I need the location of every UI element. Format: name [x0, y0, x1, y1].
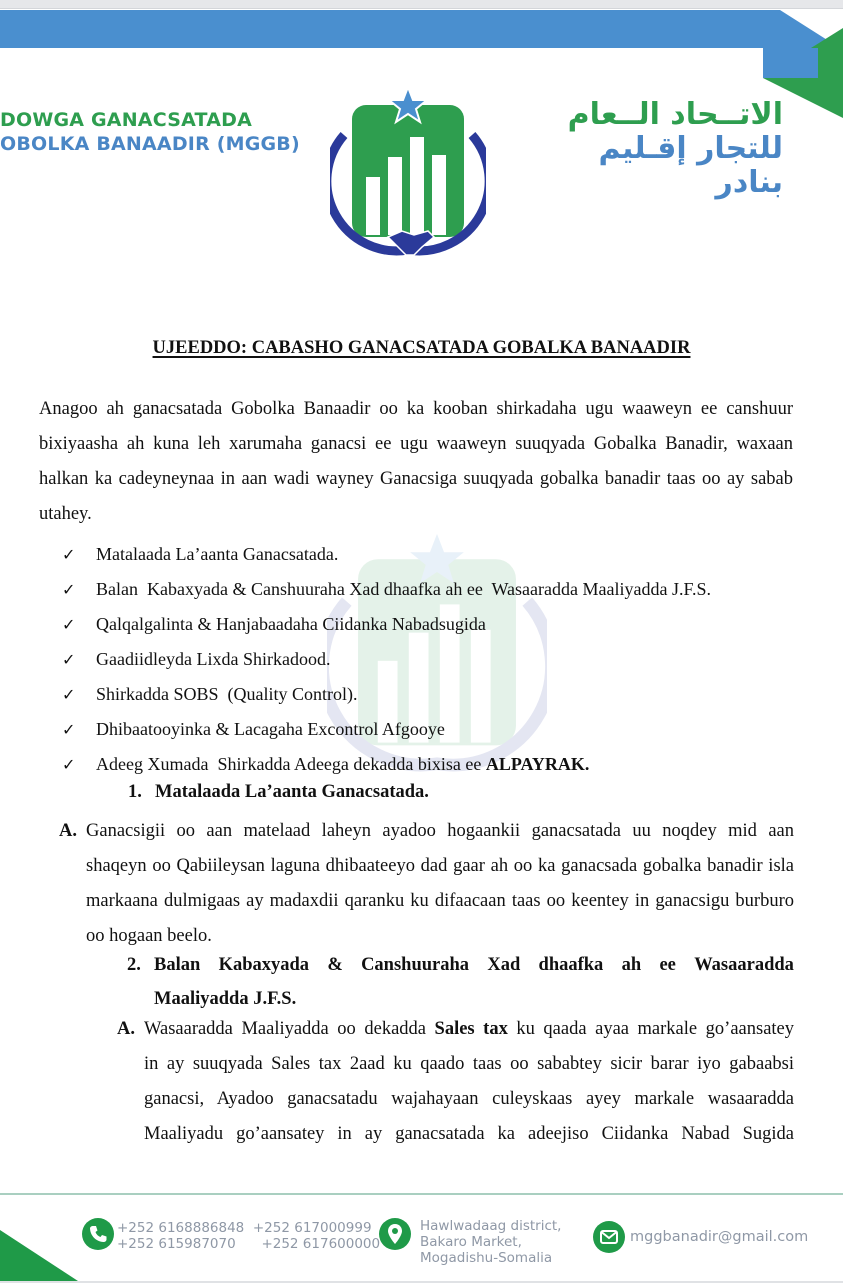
checklist-item: [62, 572, 822, 607]
complaint-checklist: [62, 537, 822, 782]
arabic-line2: للتجار إقـليم بنادر: [598, 131, 783, 200]
logo-bar-4: [432, 155, 446, 235]
banner-blue-band: [0, 10, 843, 78]
section-2-item-a: [117, 1012, 794, 1152]
footer-divider: [0, 1193, 843, 1195]
phone-number[interactable]: +252 615987070: [117, 1236, 236, 1252]
checklist-item-text: [96, 747, 589, 782]
heading-word: Xad: [487, 955, 521, 975]
item-text-first: Ganacsigii oo aan matelaad laheyn ayadoo hogaankii ganacsatada uu noqdey mid aan: [86, 821, 794, 841]
email-address[interactable]: mggbanadir@gmail.com: [630, 1229, 809, 1245]
checkmark-icon: ✓: [62, 720, 76, 739]
org-name-arabic: [548, 98, 783, 200]
address-line: Bakaro Market,: [420, 1234, 522, 1250]
checklist-item-text-plain: Adeeg Xumada Shirkadda Adeega dekadda bixisa ee: [96, 754, 486, 774]
checklist-item: [62, 642, 822, 677]
phone-numbers: [117, 1220, 387, 1252]
checkmark-icon: ✓: [62, 685, 76, 704]
address: [420, 1218, 590, 1266]
phone-number[interactable]: +252 617600000: [261, 1236, 381, 1252]
item-text-bold: Sales tax: [434, 1019, 508, 1039]
phone-icon: [82, 1218, 114, 1250]
logo-bar-3: [410, 137, 424, 235]
org-name-latin: [0, 108, 300, 156]
checklist-item: [62, 537, 822, 572]
footer-green-triangle: [0, 1230, 80, 1283]
phone-row: [117, 1236, 387, 1252]
checklist-item: [62, 607, 822, 642]
arabic-line1: الاتــحاد الــعام: [567, 97, 783, 132]
heading-word: ee: [659, 955, 676, 975]
checkmark-icon: ✓: [62, 615, 76, 634]
intro-paragraph: Anagoo ah ganacsatada Gobolka Banaadir oo ka kooban shirkadaha ugu waaweyn ee canshuur bixiyaasha ah kuna leh xarumaha ganacsi ee ugu waaweyn suuqyada Gobalka Banadir, waxaan halkan ka cadeyneynaa in aan wadi wayney Ganacsiga suuqyada gobalka banadir taas oo ay sabab utahey.: [39, 399, 793, 524]
section-2-heading: [127, 948, 794, 1016]
item-first-line: [59, 814, 794, 849]
section-2-heading-line2: Maaliyadda J.F.S.: [154, 989, 297, 1009]
section-heading-words: [154, 948, 794, 982]
section-number: 1.: [128, 782, 142, 802]
item-text-post: ku qaada ayaa markale go’aansatey: [507, 1019, 795, 1039]
checklist-item-text: Qalqalgalinta & Hanjabaadaha Ciidanka Nabadsugida: [96, 614, 486, 634]
checkmark-icon: ✓: [62, 580, 76, 599]
phone-number[interactable]: +252 6168886848: [117, 1220, 245, 1236]
org-name-line2: OBOLKA BANAADIR (MGGB): [0, 133, 300, 155]
heading-word: dhaafka: [538, 955, 604, 975]
logo-bar-2: [388, 157, 402, 235]
section-number: 2.: [127, 955, 141, 975]
heading-word: Balan: [154, 955, 201, 975]
logo-bar-1: [366, 177, 380, 235]
item-text-rest: shaqeyn oo Qabiileysan laguna dhibaateeyo dad gaar ah oo ka ganacsada gobalka banadir isla markaana dulmigaas ay madaxdii qaranku ku difaacaan taas oo keentey in ganacsigu burburo oo hogaan beelo.: [86, 856, 794, 946]
section-1-heading: [128, 782, 429, 803]
mggb-logo: [330, 85, 486, 265]
heading-word: Kabaxyada: [218, 955, 310, 975]
checklist-item-text: Shirkadda SOBS (Quality Control).: [96, 684, 358, 704]
item-text-rest: in ay suuqyada Sales tax 2aad ku qaado taas oo sababtey sicir barar iyo gabaabsi ganacsi, Ayadoo ganacsatadu wajahayaan culeyskaas ayey markale wasaaradda Maaliyadu go’aansatey in ay ganacsatada ka adeejiso Ciidanka Nabad Sugida: [144, 1054, 794, 1144]
section-heading-text: Matalaada La’aanta Ganacsatada.: [155, 782, 429, 802]
phone-number[interactable]: +252 617000999: [252, 1220, 372, 1236]
section-2-heading-line1: [127, 948, 794, 982]
item-label: A.: [59, 821, 77, 841]
location-pin-icon: [379, 1218, 411, 1250]
heading-word: &: [327, 955, 343, 975]
checklist-item: [62, 677, 822, 712]
item-first-line: [117, 1012, 794, 1047]
heading-word: Wasaaradda: [694, 955, 794, 975]
checkmark-icon: ✓: [62, 545, 76, 564]
heading-word: Canshuuraha: [361, 955, 470, 975]
checklist-item-text: Gaadiidleyda Lixda Shirkadood.: [96, 649, 331, 669]
phone-row: [117, 1220, 387, 1236]
section-1-item-a: [59, 814, 794, 954]
item-label: A.: [117, 1019, 135, 1039]
checklist-item: [62, 712, 822, 747]
address-line: Mogadishu-Somalia: [420, 1250, 553, 1266]
heading-word: ah: [621, 955, 642, 975]
banner-blue-wedge: [763, 48, 818, 78]
checklist-item-text: Dhibaatooyinka & Lacagaha Excontrol Afgooye: [96, 719, 445, 739]
document-title: UJEEDDO: CABASHO GANACSATADA GOBALKA BANAADIR: [152, 338, 691, 358]
address-line: Hawlwadaag district,: [420, 1218, 562, 1234]
checkmark-icon: ✓: [62, 650, 76, 669]
org-name-line1: DOWGA GANACSATADA: [0, 109, 252, 131]
checklist-item-text: Balan Kabaxyada & Canshuuraha Xad dhaafka ah ee Wasaaradda Maaliyadda J.F.S.: [96, 579, 712, 599]
envelope-icon: [593, 1221, 625, 1253]
checklist-item: [62, 747, 822, 782]
checkmark-icon: ✓: [62, 755, 76, 774]
checklist-item-text: Matalaada La’aanta Ganacsatada.: [96, 544, 339, 564]
item-text-pre: Wasaaradda Maaliyadda oo dekadda: [144, 1019, 435, 1039]
checklist-item-text-bold: ALPAYRAK.: [485, 754, 590, 774]
